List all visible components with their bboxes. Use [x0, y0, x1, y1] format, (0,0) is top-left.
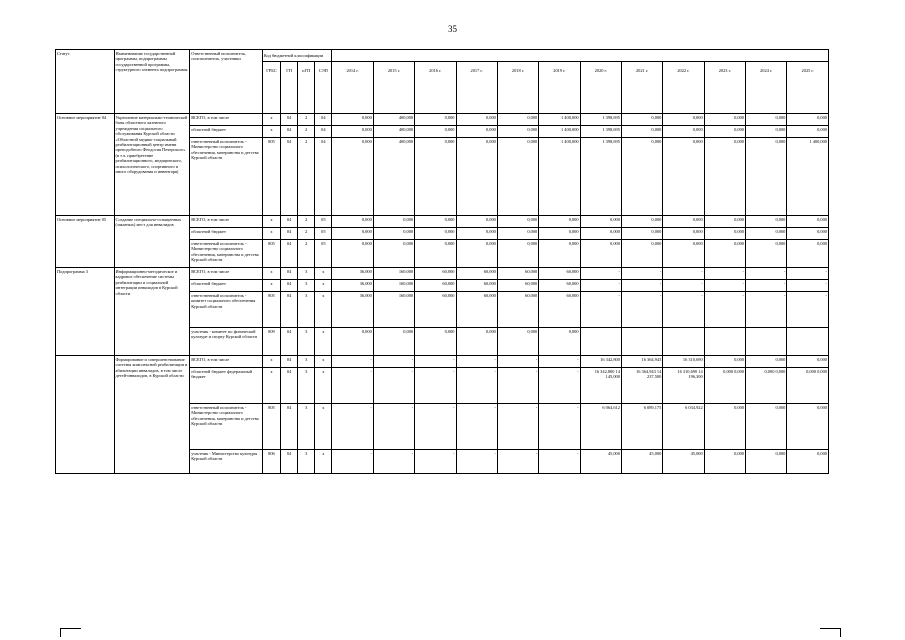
row-code-3: 04: [315, 126, 332, 138]
row-value-1: -: [373, 356, 414, 368]
row-code-3: 05: [315, 240, 332, 268]
row-value-2: -: [415, 404, 456, 450]
row-value-11: 0,000: [787, 240, 829, 268]
row-code-1: 04: [281, 216, 298, 228]
row-value-5: -: [539, 356, 580, 368]
row-value-10: [746, 328, 787, 356]
row-code-2: 3: [298, 404, 315, 450]
row-value-7: 0,000: [621, 228, 662, 240]
row-value-10: -: [746, 280, 787, 292]
row-value-3: 60,000: [456, 292, 497, 328]
row-value-1: 400,000: [373, 114, 414, 126]
budget-table: [55, 49, 829, 474]
header-year-5: 2019 г.: [539, 62, 580, 114]
row-code-0: 805: [262, 292, 280, 328]
row-value-3: 0,000: [456, 126, 497, 138]
row-value-1: 160,000: [373, 268, 414, 280]
header-year-3: 2017 г.: [456, 62, 497, 114]
row-value-3: 0,000: [456, 138, 497, 216]
row-value-11: -: [787, 268, 829, 280]
row-value-8: 0,000: [663, 216, 704, 228]
row-value-1: 400,000: [373, 126, 414, 138]
row-value-4: 0,000: [497, 138, 538, 216]
row-value-10: 0,000: [746, 450, 787, 474]
row-code-0: х: [262, 228, 280, 240]
row-value-11: 0,000: [787, 450, 829, 474]
row-code-1: 04: [281, 240, 298, 268]
row-code-0: х: [262, 280, 280, 292]
row-code-1: 04: [281, 114, 298, 126]
row-value-8: 6 034,922: [663, 404, 704, 450]
row-value-1: 160,000: [373, 280, 414, 292]
header-budget-code: Код бюджетной классификации: [262, 50, 332, 62]
row-value-1: 0,000: [373, 228, 414, 240]
row-value-7: 16 364,943 14 237,500: [621, 368, 662, 404]
row-value-9: -: [704, 292, 745, 328]
row-value-9: 0,000: [704, 216, 745, 228]
row-code-2: 2: [298, 228, 315, 240]
row-value-7: 45,000: [621, 450, 662, 474]
row-code-1: 04: [281, 368, 298, 404]
row-executor: ВСЕГО, в том числе: [190, 216, 263, 228]
row-code-1: 04: [281, 404, 298, 450]
header-code-2: пГП: [298, 62, 315, 114]
row-code-1: 04: [281, 268, 298, 280]
row-value-7: 0,000: [621, 216, 662, 228]
row-value-5: 60,000: [539, 268, 580, 280]
row-code-1: 04: [281, 138, 298, 216]
row-value-2: 0,000: [415, 126, 456, 138]
row-value-7: 0,000: [621, 240, 662, 268]
row-name: Информационно-методическое и кадровое обеспечение системы реабилитации и социальной интеграции инвалидов в Курской области: [114, 268, 190, 356]
table-row: [56, 268, 829, 280]
row-status: [56, 356, 115, 474]
row-value-11: 0,000: [787, 356, 829, 368]
row-value-1: 160,000: [373, 292, 414, 328]
row-value-11: 0,000 0,000: [787, 368, 829, 404]
row-value-0: 36,000: [332, 280, 373, 292]
row-code-3: 04: [315, 114, 332, 126]
row-value-2: -: [415, 450, 456, 474]
row-value-10: 0,000 0,000: [746, 368, 787, 404]
row-value-4: 60,000: [497, 280, 538, 292]
row-value-10: 0,000: [746, 126, 787, 138]
row-executor: участник - комитет по физической культуре и спорту Курской области: [190, 328, 263, 356]
row-executor: участник - Министерство культуры Курской области: [190, 450, 263, 474]
row-value-6: 1 398,695: [580, 126, 621, 138]
row-executor: областной бюджет федеральный бюджет: [190, 368, 263, 404]
row-value-7: 0,000: [621, 138, 662, 216]
row-code-2: 2: [298, 240, 315, 268]
row-value-1: 0,000: [373, 216, 414, 228]
row-value-3: -: [456, 404, 497, 450]
row-value-7: 0,000: [621, 126, 662, 138]
row-code-1: 04: [281, 356, 298, 368]
row-code-0: х: [262, 216, 280, 228]
row-value-0: 0,000: [332, 216, 373, 228]
header-year-8: 2022 г.: [663, 62, 704, 114]
row-code-0: 805: [262, 240, 280, 268]
row-value-0: 0,000: [332, 138, 373, 216]
row-value-0: 0,000: [332, 114, 373, 126]
row-value-6: -: [580, 280, 621, 292]
row-value-4: -: [497, 356, 538, 368]
row-code-1: 04: [281, 126, 298, 138]
header-years-group: [332, 50, 829, 62]
row-value-7: 6 089,175: [621, 404, 662, 450]
row-value-4: -: [497, 368, 538, 404]
row-value-8: -: [663, 292, 704, 328]
row-value-6: 45,000: [580, 450, 621, 474]
row-value-8: 0,000: [663, 240, 704, 268]
row-value-3: 0,000: [456, 240, 497, 268]
row-executor: ответственный исполнитель - Министерство социального обеспечения, материнства и детства Курской области: [190, 138, 263, 216]
row-code-0: х: [262, 368, 280, 404]
row-value-10: 0,000: [746, 114, 787, 126]
row-name: Укрепление материально-технической базы областного казенного учреждения социального обслуживания Курской области «Областной медико-социальный реабилитационный центр имени преподобного Феодосия Печерского» (в т.ч. приобретение реабилитационного, медицинского, психологического, спортивного и иного оборудования и инвентаря): [114, 114, 190, 216]
row-value-4: 0,000: [497, 126, 538, 138]
row-value-3: 0,000: [456, 216, 497, 228]
row-value-9: -: [704, 268, 745, 280]
row-value-6: 0,000: [580, 228, 621, 240]
row-code-2: 3: [298, 450, 315, 474]
row-value-4: 0,000: [497, 328, 538, 356]
row-executor: ответственный исполнитель - Министерство социального обеспечения, материнства и детства Курской области: [190, 240, 263, 268]
header-name: Наименование государственной программы, подпрограммы государственной программы, структурного элемента подпрограммы: [114, 50, 190, 114]
crop-mark-left: [60, 628, 81, 637]
row-value-9: 0,000: [704, 240, 745, 268]
row-value-5: 0,000: [539, 216, 580, 228]
row-value-2: 0,000: [415, 138, 456, 216]
row-code-1: 04: [281, 328, 298, 356]
row-value-7: -: [621, 280, 662, 292]
row-code-0: 805: [262, 404, 280, 450]
row-value-2: 60,000: [415, 268, 456, 280]
row-value-7: -: [621, 268, 662, 280]
row-code-2: 3: [298, 328, 315, 356]
row-value-9: 0,000: [704, 114, 745, 126]
row-value-2: 0,000: [415, 216, 456, 228]
row-value-8: 16 310,690 14 196,300: [663, 368, 704, 404]
row-value-4: -: [497, 404, 538, 450]
row-code-0: х: [262, 268, 280, 280]
header-year-6: 2020 г.: [580, 62, 621, 114]
row-code-0: 809: [262, 328, 280, 356]
row-value-5: 60,000: [539, 292, 580, 328]
row-value-6: 1 398,695: [580, 138, 621, 216]
header-year-4: 2018 г.: [497, 62, 538, 114]
table-row: [56, 216, 829, 228]
row-value-4: 0,000: [497, 240, 538, 268]
header-code-3: СЭП: [315, 62, 332, 114]
row-value-4: 0,000: [497, 228, 538, 240]
row-value-0: 36,000: [332, 268, 373, 280]
row-code-3: х: [315, 404, 332, 450]
row-value-0: 0,000: [332, 126, 373, 138]
row-code-3: х: [315, 450, 332, 474]
row-value-3: 0,000: [456, 114, 497, 126]
row-code-2: 3: [298, 292, 315, 328]
row-code-0: 806: [262, 450, 280, 474]
row-value-0: -: [332, 450, 373, 474]
row-executor: ВСЕГО, в том числе: [190, 356, 263, 368]
row-value-11: 0,000: [787, 126, 829, 138]
row-value-9: 0,000: [704, 356, 745, 368]
row-value-1: -: [373, 404, 414, 450]
row-code-2: 3: [298, 268, 315, 280]
row-code-3: х: [315, 328, 332, 356]
row-code-3: 04: [315, 138, 332, 216]
row-value-9: 0,000: [704, 138, 745, 216]
row-value-2: 0,000: [415, 228, 456, 240]
row-code-2: 2: [298, 216, 315, 228]
row-value-10: -: [746, 268, 787, 280]
row-value-1: 0,000: [373, 328, 414, 356]
row-code-2: 3: [298, 280, 315, 292]
header-year-11: 2025 г.: [787, 62, 829, 114]
row-value-9: -: [704, 280, 745, 292]
header-year-10: 2024 г.: [746, 62, 787, 114]
row-executor: ВСЕГО, в том числе: [190, 268, 263, 280]
row-code-0: х: [262, 114, 280, 126]
row-value-3: 0,000: [456, 328, 497, 356]
row-value-3: 60,000: [456, 268, 497, 280]
row-name: Формирование и совершенствование системы комплексной реабилитации и абилитации инвалидов, в том числе детей-инвалидов, в Курской области: [114, 356, 190, 474]
row-code-2: 3: [298, 356, 315, 368]
row-status: Основное мероприятие 05: [56, 216, 115, 268]
row-value-11: 1 400,000: [787, 138, 829, 216]
row-value-10: 0,000: [746, 356, 787, 368]
row-value-9: 0,000 0,000: [704, 368, 745, 404]
header-year-7: 2021 г.: [621, 62, 662, 114]
row-value-3: 60,000: [456, 280, 497, 292]
table-row: [56, 356, 829, 368]
row-code-3: 05: [315, 228, 332, 240]
header-status: Статус: [56, 50, 115, 114]
row-value-6: 0,000: [580, 240, 621, 268]
row-value-1: 0,000: [373, 240, 414, 268]
row-executor: ответственный исполнитель - Министерство социального обеспечения, материнства и детства Курской области: [190, 404, 263, 450]
row-value-7: [621, 328, 662, 356]
row-value-10: 0,000: [746, 240, 787, 268]
row-value-5: 60,000: [539, 280, 580, 292]
row-value-8: [663, 328, 704, 356]
row-value-2: -: [415, 368, 456, 404]
row-value-8: 45,000: [663, 450, 704, 474]
row-value-11: 0,000: [787, 228, 829, 240]
row-value-7: -: [621, 292, 662, 328]
row-code-3: х: [315, 292, 332, 328]
row-executor: областной бюджет: [190, 126, 263, 138]
row-value-6: 16 342,800: [580, 356, 621, 368]
row-value-3: -: [456, 368, 497, 404]
row-value-7: 16 364,943: [621, 356, 662, 368]
header-code-0: ГРБС: [262, 62, 280, 114]
crop-mark-right: [820, 628, 841, 637]
row-code-0: х: [262, 356, 280, 368]
row-value-9: [704, 328, 745, 356]
row-value-2: 0,000: [415, 114, 456, 126]
row-value-8: -: [663, 268, 704, 280]
row-code-1: 04: [281, 228, 298, 240]
row-code-2: 3: [298, 368, 315, 404]
row-code-2: 2: [298, 138, 315, 216]
row-value-10: 0,000: [746, 138, 787, 216]
row-value-4: -: [497, 450, 538, 474]
row-value-6: 16 342,800 14 145,000: [580, 368, 621, 404]
row-code-3: х: [315, 368, 332, 404]
header-year-2: 2016 г.: [415, 62, 456, 114]
table-row: [56, 114, 829, 126]
row-value-2: 0,000: [415, 240, 456, 268]
row-value-5: -: [539, 404, 580, 450]
row-value-0: 0,000: [332, 240, 373, 268]
page-number: 35: [448, 24, 457, 34]
row-value-0: 0,000: [332, 228, 373, 240]
row-status: Основное мероприятие 04: [56, 114, 115, 216]
row-value-2: 60,000: [415, 280, 456, 292]
row-value-9: 0,000: [704, 228, 745, 240]
row-value-6: [580, 328, 621, 356]
row-name: Создание специально-оснащенных (заказных) мест для инвалидов: [114, 216, 190, 268]
row-value-5: 1 400,000: [539, 126, 580, 138]
row-value-1: 400,000: [373, 138, 414, 216]
row-value-8: 0,000: [663, 138, 704, 216]
row-value-8: -: [663, 280, 704, 292]
header-year-1: 2015 г.: [373, 62, 414, 114]
row-value-4: 0,000: [497, 114, 538, 126]
row-value-6: 0,000: [580, 216, 621, 228]
row-value-3: -: [456, 356, 497, 368]
row-value-0: -: [332, 368, 373, 404]
row-value-8: 0,000: [663, 228, 704, 240]
row-value-6: 6 064,612: [580, 404, 621, 450]
row-value-8: 0,000: [663, 126, 704, 138]
row-value-9: 0,000: [704, 404, 745, 450]
row-code-2: 2: [298, 126, 315, 138]
row-value-5: 0,000: [539, 228, 580, 240]
row-value-4: 60,000: [497, 268, 538, 280]
header-year-0: 2014 г.: [332, 62, 373, 114]
row-code-1: 04: [281, 292, 298, 328]
row-value-10: 0,000: [746, 216, 787, 228]
row-value-10: 0,000: [746, 228, 787, 240]
header-code-1: ГП: [281, 62, 298, 114]
row-value-8: 0,000: [663, 114, 704, 126]
row-value-11: [787, 328, 829, 356]
row-code-3: 05: [315, 216, 332, 228]
row-status: Подпрограмма 3: [56, 268, 115, 356]
row-value-3: 0,000: [456, 228, 497, 240]
row-value-3: -: [456, 450, 497, 474]
row-code-3: х: [315, 280, 332, 292]
row-value-0: 0,000: [332, 328, 373, 356]
row-code-0: х: [262, 126, 280, 138]
row-code-1: 04: [281, 450, 298, 474]
row-executor: ответственный исполнитель - комитет социального обеспечения Курской области: [190, 292, 263, 328]
row-value-11: -: [787, 280, 829, 292]
row-value-11: 0,000: [787, 404, 829, 450]
row-value-0: -: [332, 356, 373, 368]
row-value-1: -: [373, 368, 414, 404]
row-value-0: 36,000: [332, 292, 373, 328]
row-code-2: 2: [298, 114, 315, 126]
row-code-3: х: [315, 356, 332, 368]
row-value-9: 0,000: [704, 126, 745, 138]
row-value-10: -: [746, 292, 787, 328]
row-value-5: -: [539, 450, 580, 474]
row-value-6: -: [580, 268, 621, 280]
row-value-7: 0,000: [621, 114, 662, 126]
row-value-11: 0,000: [787, 216, 829, 228]
row-value-11: 0,000: [787, 114, 829, 126]
row-value-9: 0,000: [704, 450, 745, 474]
row-code-3: х: [315, 268, 332, 280]
row-value-6: -: [580, 292, 621, 328]
header-year-9: 2023 г.: [704, 62, 745, 114]
row-value-5: 0,000: [539, 240, 580, 268]
row-value-0: -: [332, 404, 373, 450]
row-value-2: -: [415, 356, 456, 368]
row-executor: областной бюджет: [190, 228, 263, 240]
row-value-8: 16 310,690: [663, 356, 704, 368]
row-value-6: 1 398,695: [580, 114, 621, 126]
row-code-0: 805: [262, 138, 280, 216]
row-value-10: 0,000: [746, 404, 787, 450]
row-executor: областной бюджет: [190, 280, 263, 292]
row-value-2: 0,000: [415, 328, 456, 356]
row-value-11: -: [787, 292, 829, 328]
row-value-5: -: [539, 368, 580, 404]
row-value-2: 60,000: [415, 292, 456, 328]
row-value-4: 60,000: [497, 292, 538, 328]
row-value-4: 0,000: [497, 216, 538, 228]
row-value-5: 1 400,000: [539, 114, 580, 126]
row-value-5: 0,000: [539, 328, 580, 356]
row-code-1: 04: [281, 280, 298, 292]
row-value-1: -: [373, 450, 414, 474]
header-executor: Ответственный исполнитель, соисполнитель, участники: [190, 50, 263, 114]
row-value-5: 1 400,000: [539, 138, 580, 216]
row-executor: ВСЕГО, в том числе: [190, 114, 263, 126]
